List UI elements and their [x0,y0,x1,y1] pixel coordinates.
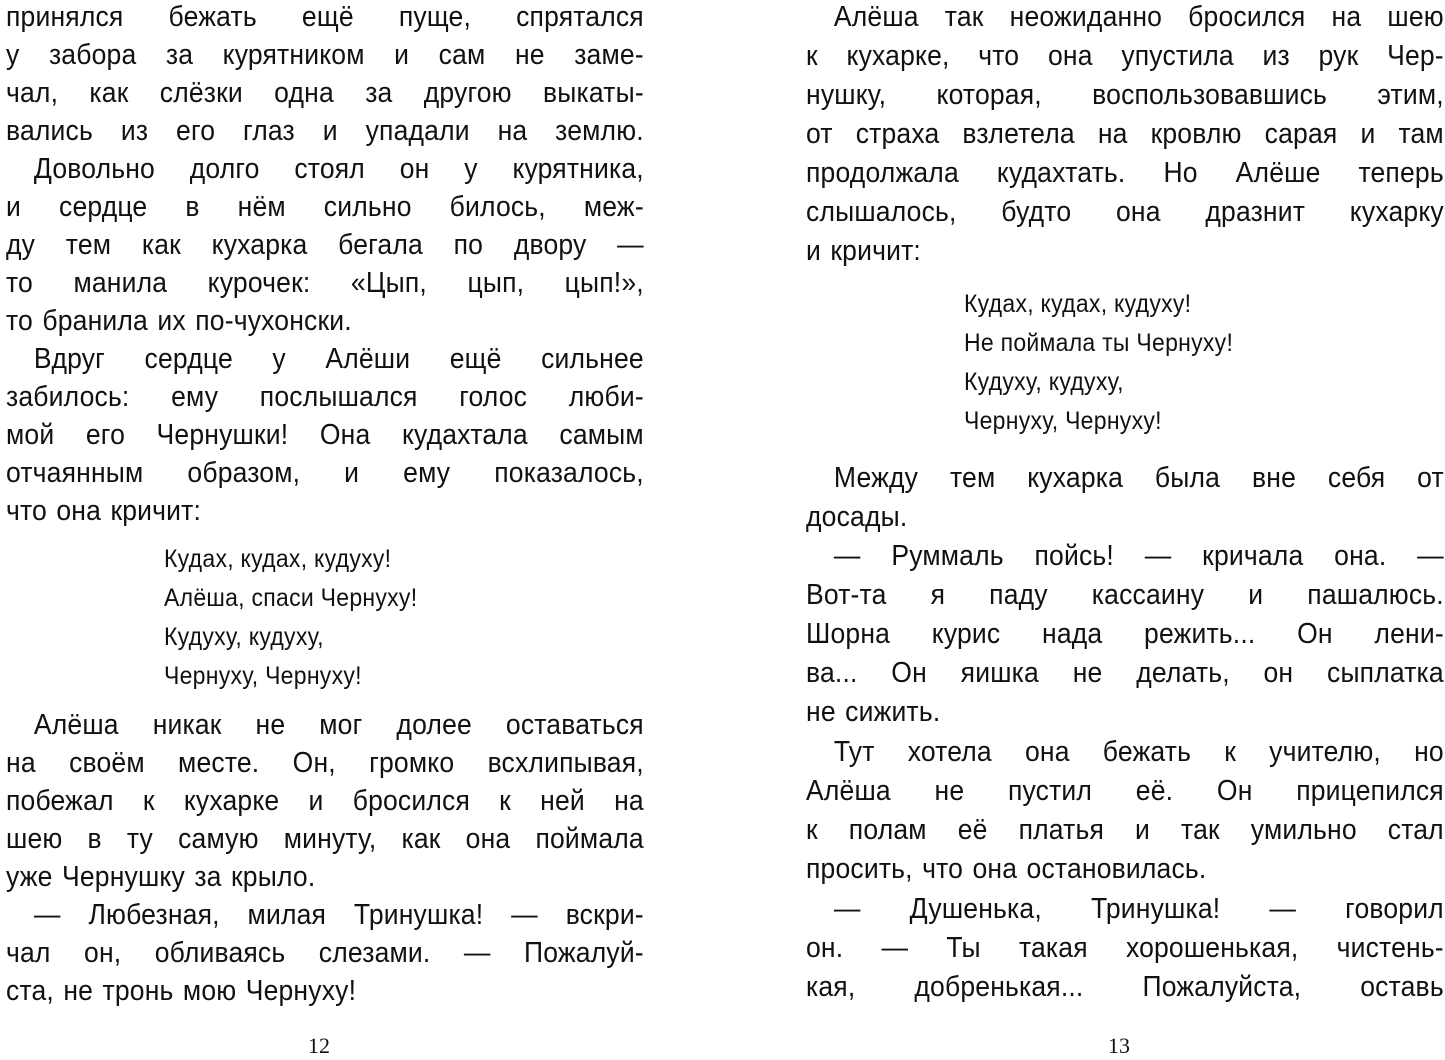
text-line: забилось: ему послышался голос люби- [6,381,644,413]
verse-line: Чернуху, Чернуху! [964,407,1162,435]
page-number: 12 [308,1033,330,1058]
text-line: чал, как слёзки одна за другою выкаты- [6,77,644,109]
text-line: чал он, обливаясь слезами. — Пожалуй- [6,937,644,969]
left-page [6,0,644,1060]
text-line: на своём месте. Он, громко всхлипывая, [6,747,644,779]
paragraph-start-line: Алёша никак не мог долее оставаться [33,709,644,741]
text-line: у забора за курятником и сам не заме- [6,39,644,71]
dialogue-start-line: — Любезная, милая Тринушка! — вскри- [33,899,644,931]
text-line: слышалось, будто она дразнит кухарку [806,196,1444,228]
paragraph-start-line: Тут хотела она бежать к учителю, но [833,736,1444,768]
paragraph-end-line: уже Чернушку за крыло. [6,861,316,893]
text-line: к полам её платья и так умильно стал [806,814,1444,846]
text-line: и сердце в нём сильно билось, меж- [6,191,644,223]
dialogue-start-line: — Руммаль пойсь! — кричала она. — [833,540,1444,572]
text-line: побежал к кухарке и бросился к ней на [6,785,644,817]
paragraph-end-line: ста, не тронь мою Чернуху! [6,975,357,1007]
text-line: Шорна курис нада режить... Он лени- [806,618,1444,650]
paragraph-end-line: и кричит: [806,235,921,267]
paragraph-start-line: Довольно долго стоял он у курятника, [33,153,644,185]
dialogue-start-line: — Душенька, Тринушка! — говорил [833,893,1444,925]
verse-line: Кудуху, кудуху, [964,368,1124,396]
paragraph-end-line: не сижить. [806,696,941,728]
verse-line: Кудуху, кудуху, [164,623,324,651]
text-line: ва... Он яишка не делать, он сыплатка [806,657,1444,689]
text-line: нушку, которая, воспользовавшись этим, [806,79,1444,111]
text-line: от страха взлетела на кровлю сарая и там [806,118,1444,150]
verse-line: Чернуху, Чернуху! [164,662,362,690]
text-line: кая, добренькая... Пожалуйста, оставь [806,971,1444,1003]
text-line: мой его Чернушки! Она кудахтала самым [6,419,644,451]
text-line: ду тем как кухарка бегала по двору — [6,229,644,261]
text-line: Алёша не пустил её. Он прицепился [806,775,1444,807]
verse-line: Не поймала ты Чернуху! [964,329,1234,357]
text-line: шею в ту самую минуту, как она поймала [6,823,644,855]
text-line: вались из его глаз и упадали на землю. [6,115,644,147]
paragraph-end-line: то бранила их по-чухонски. [6,305,352,337]
text-line: то манила курочек: «Цып, цып, цып!», [6,267,644,299]
right-page [806,0,1444,1060]
verse-line: Кудах, кудах, кудуху! [964,290,1192,318]
text-line: продолжала кудахтать. Но Алёше теперь [806,157,1444,189]
verse-line: Алёша, спаси Чернуху! [164,584,418,612]
text-line: к кухарке, что она упустила из рук Чер- [806,40,1444,72]
text-line: Вот-та я паду кассаину и пашалюсь. [806,579,1444,611]
paragraph-end-line: досады. [806,501,908,533]
page-number: 13 [1108,1033,1130,1058]
text-line: отчаянным образом, и ему показалось, [6,457,644,489]
paragraph-start-line: Алёша так неожиданно бросился на шею [833,1,1444,33]
paragraph-start-line: Вдруг сердце у Алёши ещё сильнее [33,343,644,375]
paragraph-end-line: просить, что она остановилась. [806,853,1207,885]
paragraph-start-line: Между тем кухарка была вне себя от [833,462,1444,494]
paragraph-end-line: что она кричит: [6,495,202,527]
text-line: принялся бежать ещё пуще, спрятался [6,1,644,33]
text-line: он. — Ты такая хорошенькая, чистень- [806,932,1444,964]
verse-line: Кудах, кудах, кудуху! [164,545,392,573]
